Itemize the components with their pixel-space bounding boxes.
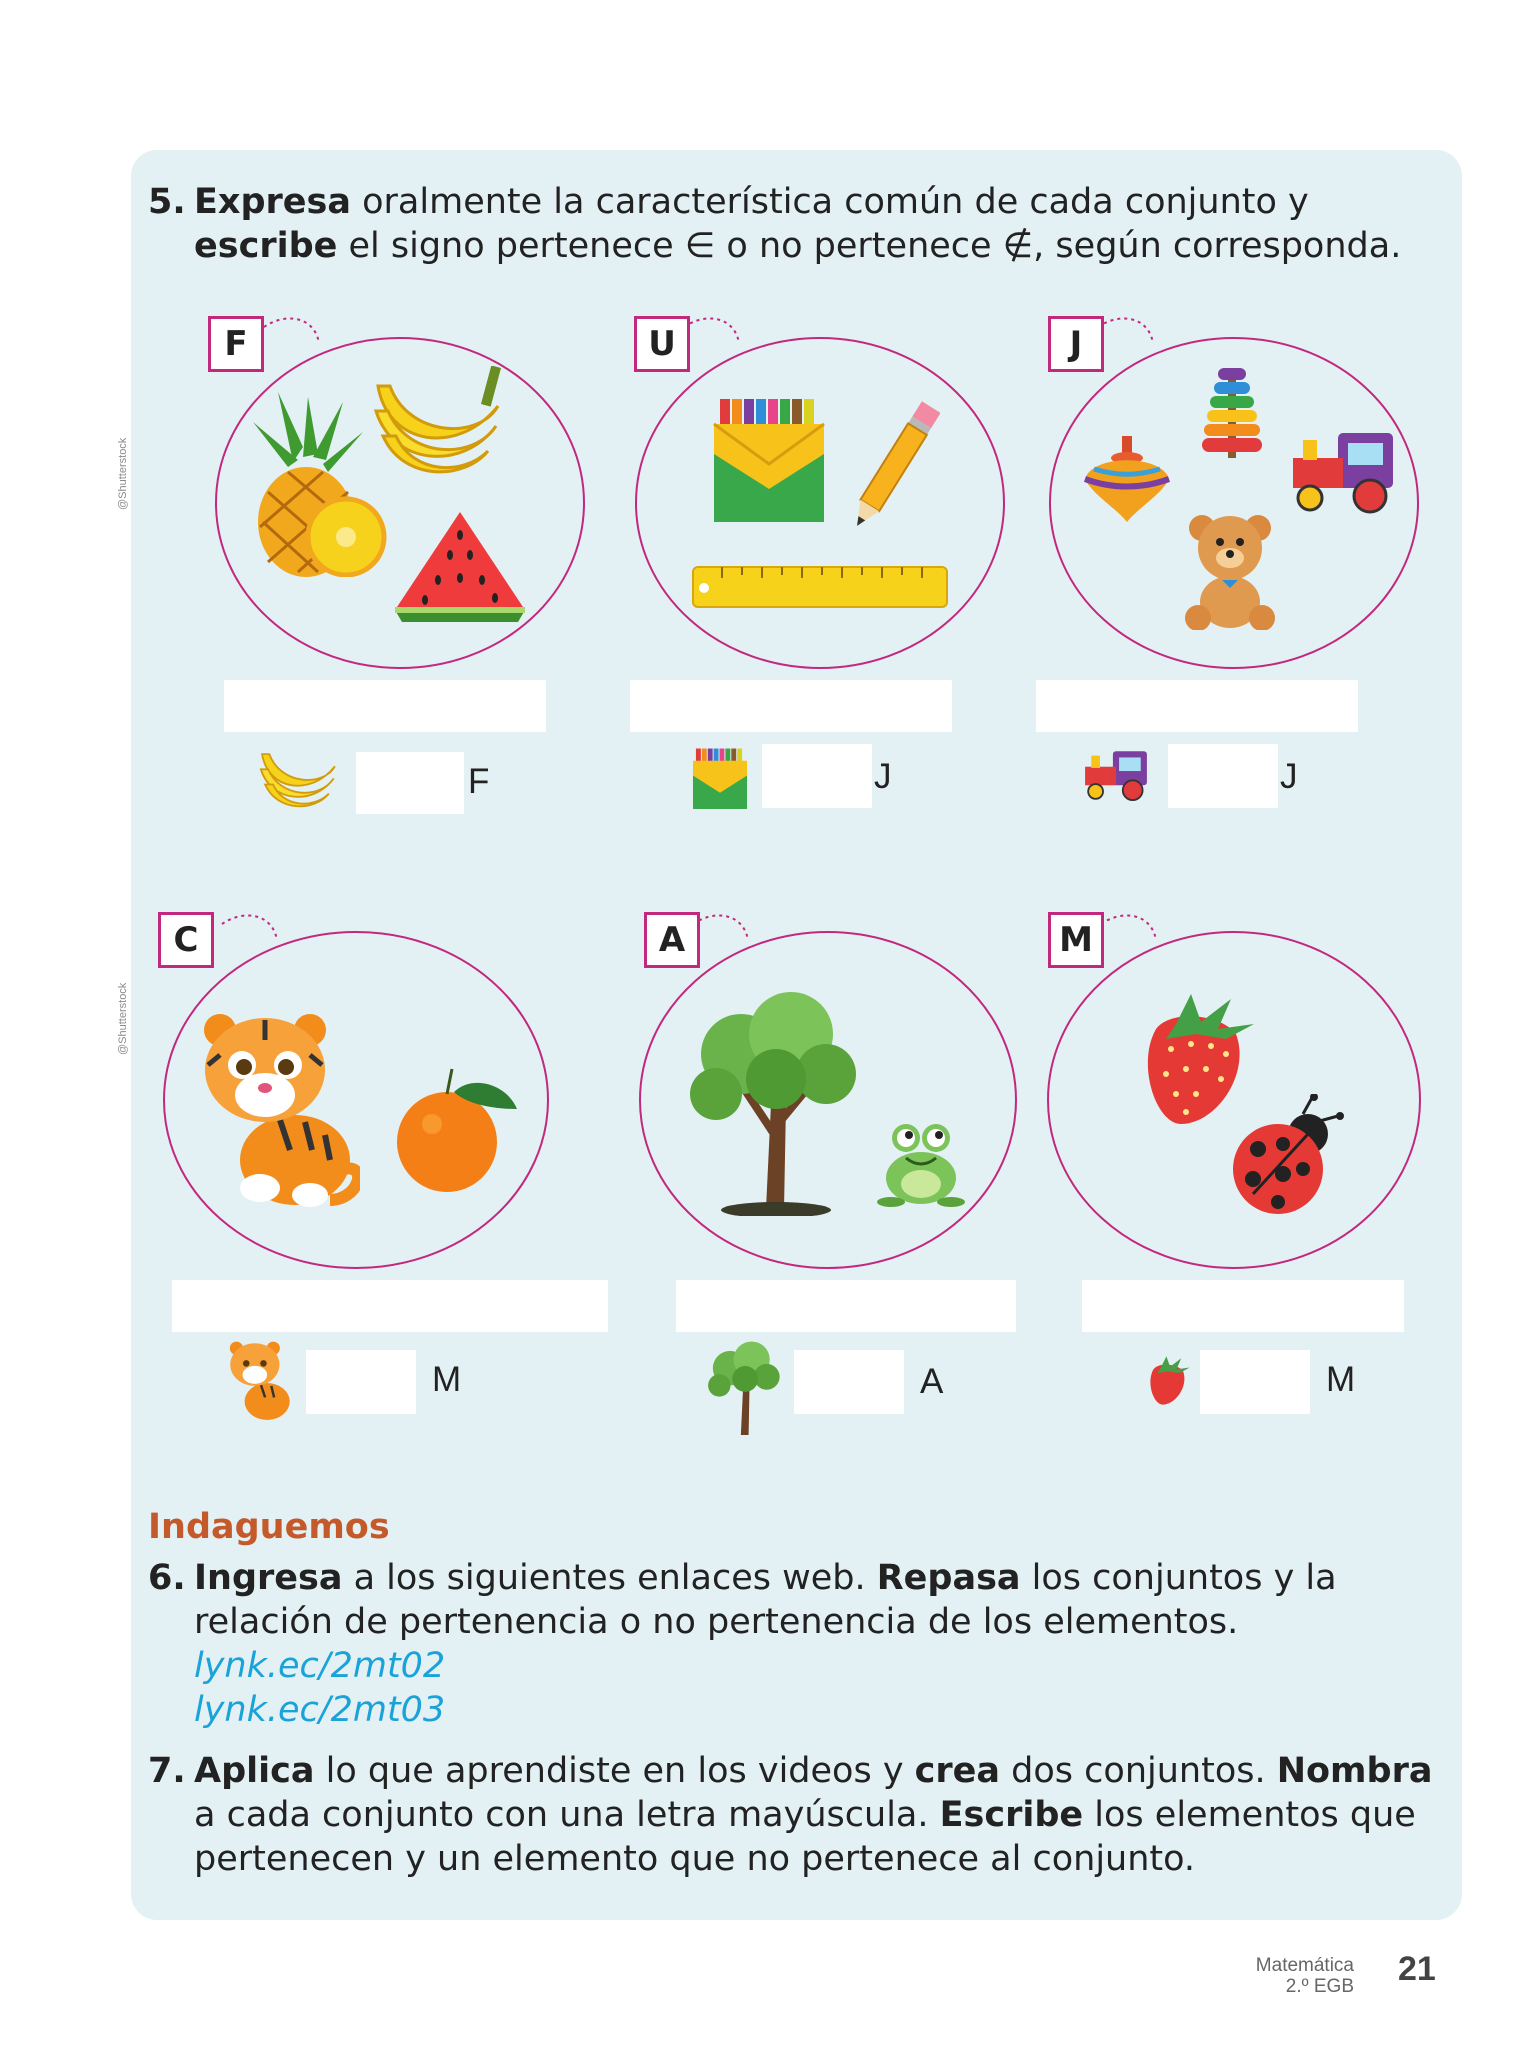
question-text: a los siguientes enlaces web. — [342, 1558, 877, 1598]
set-label: F — [208, 316, 264, 372]
subject-name: Matemática — [1255, 1955, 1354, 1976]
question-text: lo que aprendiste en los videos y — [314, 1751, 915, 1791]
question-number: 6. — [148, 1558, 186, 1598]
answer-box-characteristic[interactable] — [630, 680, 952, 732]
grade-level: 2.º EGB — [1285, 1976, 1354, 1997]
toy-train-icon — [1288, 428, 1398, 518]
image-credit: @Shutterstock — [117, 982, 129, 1055]
question-5 — [148, 180, 1448, 268]
tiger-icon — [200, 1010, 360, 1210]
set-label: M — [1048, 912, 1104, 968]
question-7 — [148, 1749, 1448, 1881]
frog-icon — [876, 1118, 966, 1208]
spinning-top-icon — [1082, 434, 1172, 524]
question-text: a cada conjunto con una letra mayúscula. — [194, 1795, 940, 1835]
ring-stacker-icon — [1200, 366, 1264, 462]
verb-escribe: escribe — [194, 226, 338, 266]
page-number: 21 — [1398, 1950, 1436, 1988]
crayons-icon — [692, 746, 748, 810]
answer-box-characteristic[interactable] — [1082, 1280, 1404, 1332]
question-text: los conjuntos y la relación de pertenencia o no pertenencia de los elementos. — [194, 1558, 1337, 1642]
orange-icon — [392, 1064, 522, 1194]
question-6 — [148, 1556, 1448, 1732]
verb-expresa: Expresa — [194, 182, 351, 222]
answer-box-symbol[interactable] — [306, 1350, 416, 1414]
web-link[interactable]: lynk.ec/2mt02 — [194, 1646, 446, 1686]
verb-repasa: Repasa — [876, 1558, 1021, 1598]
verb-aplica: Aplica — [194, 1751, 315, 1791]
answer-box-characteristic[interactable] — [172, 1280, 608, 1332]
strawberry-icon — [1146, 1348, 1192, 1410]
tiger-icon — [228, 1340, 294, 1422]
web-link[interactable]: lynk.ec/2mt03 — [194, 1690, 446, 1730]
question-number: 5. — [148, 182, 186, 222]
banana-icon — [256, 742, 341, 810]
set-name: M — [1326, 1360, 1356, 1399]
set-name: M — [432, 1360, 462, 1399]
set-name: J — [1280, 757, 1298, 796]
pencil-icon — [850, 392, 940, 542]
answer-box-symbol[interactable] — [1200, 1350, 1310, 1414]
section-title: Indaguemos — [148, 1507, 390, 1547]
set-label: C — [158, 912, 214, 968]
set-name: J — [874, 757, 892, 796]
ladybug-icon — [1228, 1094, 1348, 1218]
question-text: oralmente la característica común de cada conjunto y — [351, 182, 1309, 222]
tree-icon — [702, 1338, 784, 1438]
verb-escribe: Escribe — [939, 1795, 1084, 1835]
answer-box-characteristic[interactable] — [224, 680, 546, 732]
question-text: el signo pertenece ∈ o no pertenece ∉, según corresponda. — [337, 226, 1402, 266]
pineapple-icon — [248, 392, 388, 577]
image-credit: @Shutterstock — [117, 437, 129, 510]
answer-box-symbol[interactable] — [356, 752, 464, 814]
answer-box-symbol[interactable] — [794, 1350, 904, 1414]
question-number: 7. — [148, 1751, 186, 1791]
set-label: U — [634, 316, 690, 372]
tree-icon — [686, 984, 856, 1216]
answer-box-characteristic[interactable] — [1036, 680, 1358, 732]
set-label: A — [644, 912, 700, 968]
crayons-icon — [712, 394, 826, 524]
verb-ingresa: Ingresa — [194, 1558, 343, 1598]
verb-crea: crea — [914, 1751, 1001, 1791]
footer-subject — [1256, 1955, 1354, 1997]
answer-box-characteristic[interactable] — [676, 1280, 1016, 1332]
set-name: A — [920, 1362, 944, 1401]
verb-nombra: Nombra — [1276, 1751, 1433, 1791]
watermelon-icon — [390, 510, 530, 625]
question-text: los elementos que pertenecen y un elemento que no pertenece al conjunto. — [194, 1795, 1416, 1879]
set-label: J — [1048, 316, 1104, 372]
question-text: dos conjuntos. — [1000, 1751, 1277, 1791]
answer-box-symbol[interactable] — [762, 744, 872, 808]
set-name: F — [468, 762, 490, 801]
teddy-bear-icon — [1180, 510, 1280, 630]
banana-icon — [368, 366, 508, 478]
answer-box-symbol[interactable] — [1168, 744, 1278, 808]
toy-train-icon — [1082, 748, 1150, 804]
ruler-icon — [692, 566, 948, 608]
